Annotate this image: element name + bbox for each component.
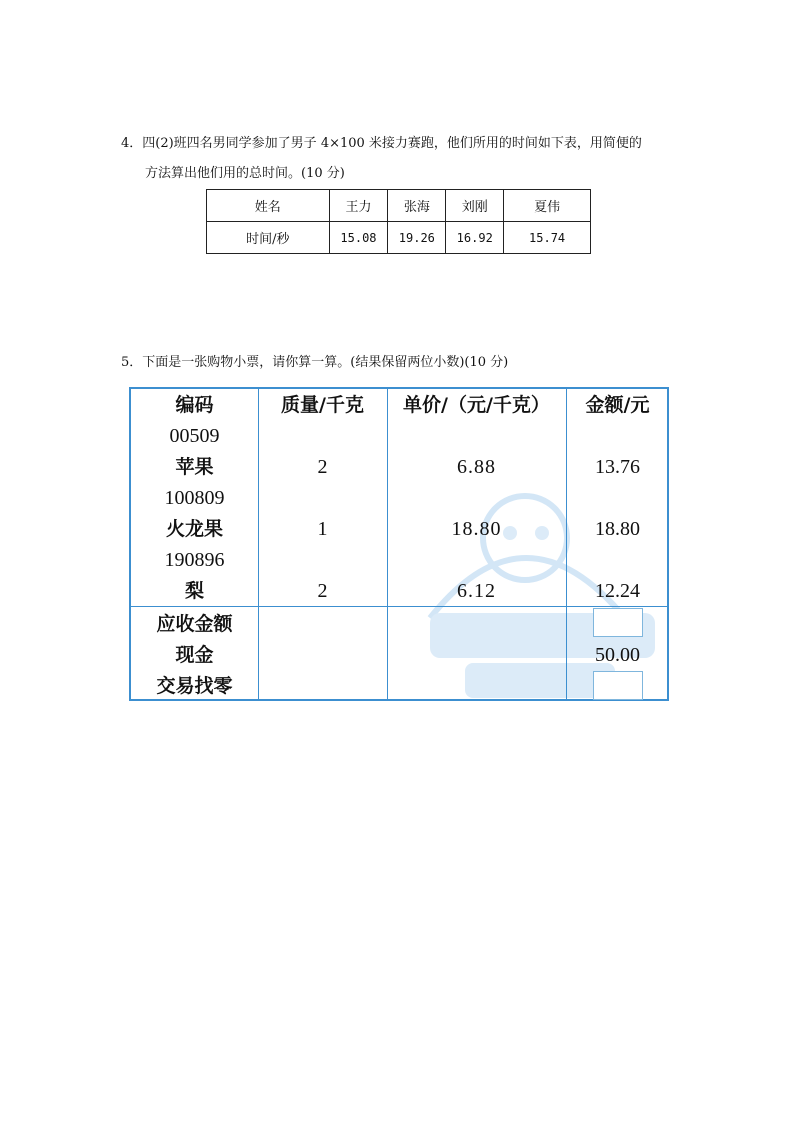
item-code: 100809 xyxy=(164,487,225,509)
header-amount: 金额/元 xyxy=(585,394,650,416)
cash-label: 现金 xyxy=(175,644,214,666)
item-amount: 13.76 xyxy=(595,456,640,478)
table-cell: 刘刚 xyxy=(446,190,504,222)
table-cell: 16.92 xyxy=(446,222,504,254)
column-divider xyxy=(258,389,259,699)
table-cell: 张海 xyxy=(388,190,446,222)
item-name: 梨 xyxy=(184,580,204,602)
item-quantity: 1 xyxy=(317,518,328,540)
change-answer-box[interactable] xyxy=(593,671,643,700)
table-cell: 夏伟 xyxy=(504,190,591,222)
item-price: 6.88 xyxy=(457,456,496,478)
cash-value: 50.00 xyxy=(595,644,640,666)
q5-text-line1: 5．下面是一张购物小票，请你算一算。(结果保留两位小数)(10 分) xyxy=(121,355,509,370)
item-name: 苹果 xyxy=(175,456,214,478)
receivable-answer-box[interactable] xyxy=(593,608,643,637)
item-quantity: 2 xyxy=(317,456,328,478)
q4-text-line1: 4．四(2)班四名男同学参加了男子 4×100 米接力赛跑，他们所用的时间如下表，用简便的 xyxy=(121,136,642,151)
table-header-name: 姓名 xyxy=(207,190,330,222)
table-cell: 15.08 xyxy=(329,222,388,254)
receivable-label: 应收金额 xyxy=(156,613,233,635)
item-amount: 12.24 xyxy=(595,580,640,602)
header-unit-price: 单价/（元/千克） xyxy=(403,394,550,416)
item-code: 190896 xyxy=(164,549,225,571)
row-divider xyxy=(131,606,667,607)
shopping-receipt-table xyxy=(129,387,669,701)
item-price: 18.80 xyxy=(451,518,502,540)
header-code: 编码 xyxy=(175,394,214,416)
change-label: 交易找零 xyxy=(156,675,233,697)
item-code: 00509 xyxy=(169,425,220,447)
table-cell: 15.74 xyxy=(504,222,591,254)
header-quantity: 质量/千克 xyxy=(281,394,364,416)
item-price: 6.12 xyxy=(457,580,496,602)
item-name: 火龙果 xyxy=(165,518,223,540)
table-row xyxy=(207,222,591,254)
table-row xyxy=(207,190,591,222)
column-divider xyxy=(387,389,388,699)
table-cell: 王力 xyxy=(329,190,388,222)
relay-time-table xyxy=(206,189,591,254)
item-quantity: 2 xyxy=(317,580,328,602)
q4-text-line2: 方法算出他们用的总时间。(10 分) xyxy=(145,166,345,181)
item-amount: 18.80 xyxy=(595,518,640,540)
table-header-time: 时间/秒 xyxy=(207,222,330,254)
table-cell: 19.26 xyxy=(388,222,446,254)
